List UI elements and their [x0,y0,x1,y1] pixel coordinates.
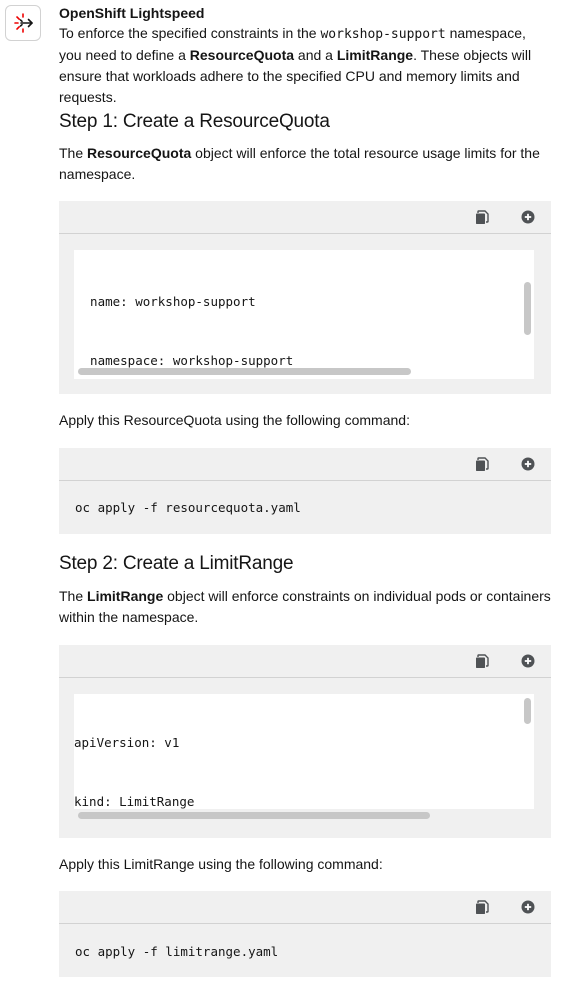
plus-circle-icon [521,900,535,914]
copy-button[interactable] [474,456,490,472]
resourcequota-command-block [59,448,551,534]
code-viewport[interactable] [74,694,534,809]
plus-circle-icon [521,457,535,471]
desc-text: object will enforce the total resource usage limits for the namespace. [59,145,540,182]
insert-button[interactable] [520,653,536,669]
lightspeed-logo-icon [11,11,35,35]
copy-icon [475,457,489,472]
insert-button[interactable] [520,899,536,915]
intro-text: and a [294,47,337,63]
copy-icon [475,900,489,915]
avatar [5,5,41,41]
insert-button[interactable] [520,209,536,225]
horizontal-scrollbar[interactable] [78,368,411,375]
command-text: oc apply -f resourcequota.yaml [75,500,301,515]
intro-text: namespace, you need to define a [59,25,526,63]
plus-circle-icon [521,654,535,668]
code-toolbar [59,448,551,481]
code-toolbar [59,891,551,924]
copy-icon [475,654,489,669]
copy-button[interactable] [474,653,490,669]
step1-heading: Step 1: Create a ResourceQuota [59,111,330,132]
code-line: apiVersion: v1 [74,735,180,750]
copy-icon [475,210,489,225]
resourcequota-code-block [59,201,551,394]
code-line: namespace: workshop-support [75,352,294,368]
code-content [75,253,504,379]
bold-term: LimitRange [336,47,414,63]
step2-apply-text: Apply this LimitRange using the following command: [59,856,383,872]
desc-text: The [59,145,88,161]
intro-text: . These objects will ensure that workloads adhere to the specified CPU and memory limits and requests. [59,47,532,105]
step1-apply-text: Apply this ResourceQuota using the following command: [59,412,410,428]
bold-term: LimitRange [87,588,164,604]
code-toolbar [59,201,551,234]
code-line: kind: LimitRange [74,793,195,809]
bold-term: ResourceQuota [189,47,295,63]
plus-circle-icon [521,210,535,224]
horizontal-scrollbar[interactable] [78,812,430,819]
limitrange-command-block [59,891,551,977]
vertical-scrollbar[interactable] [524,698,531,724]
code-line: name: workshop-support [75,294,256,309]
code-content [74,694,292,809]
step2-description [59,586,551,628]
code-toolbar [59,645,551,678]
intro-text: To enforce the specified constraints in the [59,25,321,41]
desc-text: object will enforce constraints on individual pods or containers within the namespace. [59,588,551,625]
vertical-scrollbar[interactable] [524,282,531,335]
copy-button[interactable] [474,209,490,225]
insert-button[interactable] [520,456,536,472]
command-text: oc apply -f limitrange.yaml [75,944,279,959]
step1-description [59,143,551,185]
sender-name: OpenShift Lightspeed [59,5,205,21]
copy-button[interactable] [474,899,490,915]
code-viewport[interactable] [74,250,534,379]
intro-paragraph [59,23,551,108]
inline-code: workshop-support [320,27,446,42]
bold-term: ResourceQuota [87,145,192,161]
desc-text: The [59,588,88,604]
step2-heading: Step 2: Create a LimitRange [59,553,294,574]
limitrange-code-block [59,645,551,838]
